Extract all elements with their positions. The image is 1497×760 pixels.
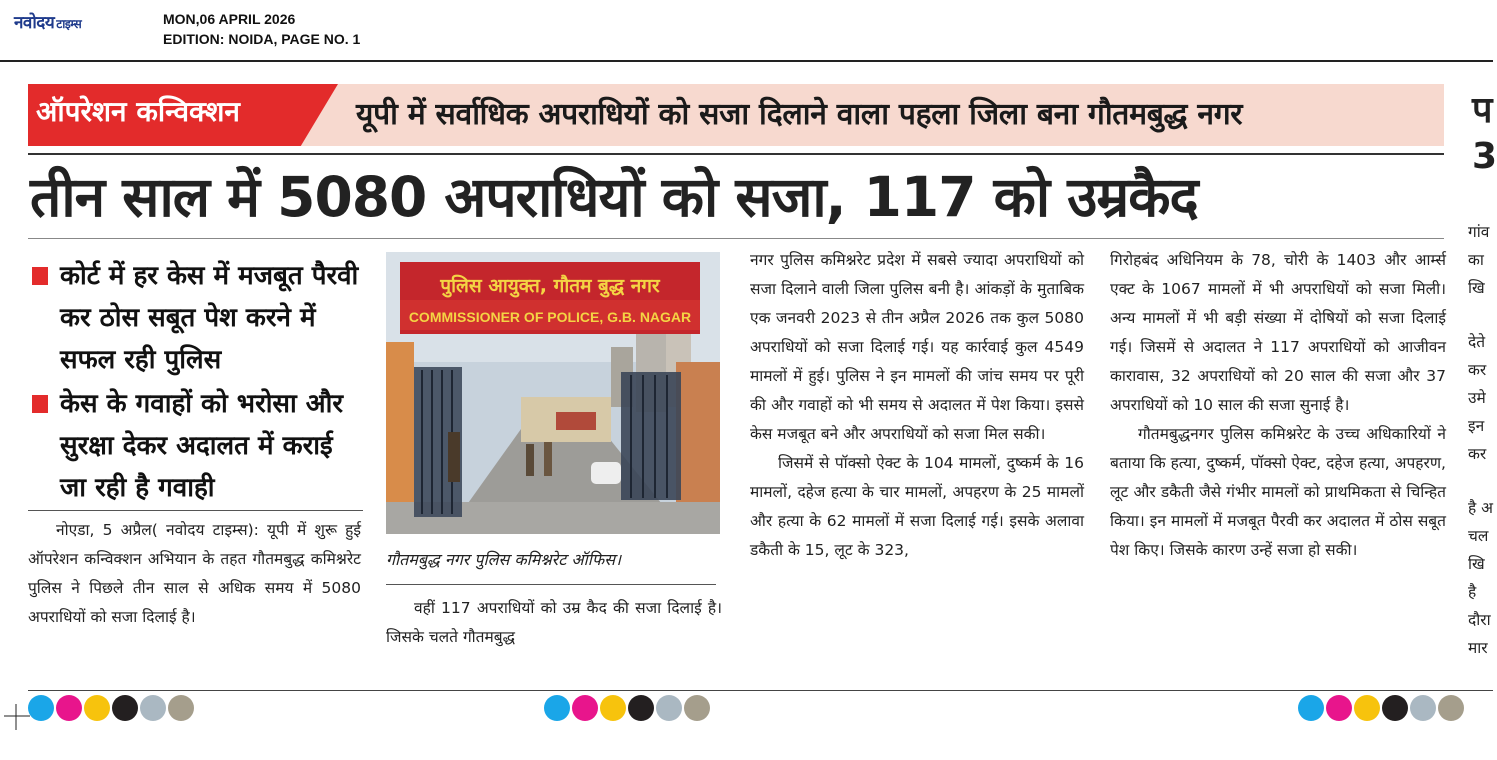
color-registration-swatches [1298,695,1466,721]
article-column-1 [28,516,361,632]
tan-swatch [1438,695,1464,721]
article-paragraph: गौतमबुद्धनगर पुलिस कमिश्नरेट के उच्च अधिकारियों ने बताया कि हत्या, दुष्कर्म, पॉक्सो ऐक्ट, दहेज हत्या, अपहरण, लूट और डकैती जैसे गंभीर मामलों को प्राथमिकता से चिन्हित किया। इन मामलों में मजबूत पैरवी कर अदालत में ठोस सबूत पेश किए। जिसके कारण उन्हें सजा हो सकी। [1110,425,1446,559]
magenta-swatch [56,695,82,721]
divider-rule [28,510,363,511]
black-swatch [628,695,654,721]
article-paragraph: नोएडा, 5 अप्रैल( नवोदय टाइम्स): यूपी में शुरू हुई ऑपरेशन कन्विक्शन अभियान के तहत गौतमबुद्ध कमिश्नरेट पुलिस ने पिछले तीन साल से अधिक समय में 5080 अपराधियों को सजा दिलाई है। [28,521,361,626]
adjacent-text-fragment: खि [1468,279,1485,297]
sign-english-text: COMMISSIONER OF POLICE, G.B. NAGAR [408,309,692,325]
police-office-gate-image [386,252,720,534]
adjacent-text-fragment: देते [1468,333,1486,351]
tan-swatch [684,695,710,721]
divider-rule [28,153,1444,155]
bottom-rule [28,690,1493,691]
adjacent-headline-fragment: 3 [1472,136,1497,177]
adjacent-text-fragment: उमे [1468,389,1486,407]
crop-mark-icon [2,702,32,732]
cyan-swatch [544,695,570,721]
grey-swatch [1410,695,1436,721]
adjacent-text-fragment: खि [1468,555,1485,573]
divider-rule [28,238,1444,239]
edition-page: EDITION: NOIDA, PAGE NO. 1 [163,31,361,47]
photo-caption: गौतमबुद्ध नगर पुलिस कमिश्नरेट ऑफिस। [386,550,622,569]
article-paragraph: वहीं 117 अपराधियों को उम्र कैद की सजा दिलाई है। जिसके चलते गौतमबुद्ध [386,599,722,646]
grey-swatch [656,695,682,721]
black-swatch [112,695,138,721]
grey-swatch [140,695,166,721]
adjacent-text-fragment: कर [1468,361,1487,379]
tan-swatch [168,695,194,721]
newspaper-logo[interactable] [14,10,81,33]
yellow-swatch [600,695,626,721]
highlight-item [30,255,365,381]
newspaper-page [0,62,1497,760]
divider-rule [386,584,716,585]
article-paragraph: नगर पुलिस कमिश्नरेट प्रदेश में सबसे ज्यादा अपराधियों को सजा दिलाने वाली जिला पुलिस बनी है। आंकड़ों के मुताबिक एक जनवरी 2023 से तीन अप्रैल 2026 तक कुल 5080 अपराधियों को सजा दिलाई गई। यह कार्रवाई कुल 4549 मामलों में हुई। पुलिस ने इन मामलों की जांच समय पर पूरी की और गवाहों को भी समय से अदालत में पेश किया। इससे केस मजबूत बने और अपराधियों को सजा मिल सकी। [750,251,1084,443]
magenta-swatch [1326,695,1352,721]
cyan-swatch [1298,695,1324,721]
issue-date: MON,06 APRIL 2026 [163,11,296,27]
kicker-label: ऑपरेशन कन्विक्शन [36,95,240,128]
adjacent-text-fragment: दौरा [1468,611,1491,629]
logo-sub-text: टाइम्स [56,17,82,31]
edition-info [163,9,360,49]
adjacent-text-fragment: चल [1468,527,1489,545]
adjacent-text-fragment: है अ [1468,499,1493,517]
article-column-4 [1110,246,1446,565]
strap-headline: यूपी में सर्वाधिक अपराधियों को सजा दिलाने वाला पहला जिला बना गौतमबुद्ध नगर [356,97,1243,132]
adjacent-text-fragment: का [1468,251,1484,269]
bullet-square-icon [32,395,48,413]
highlights-box [30,255,365,509]
magenta-swatch [572,695,598,721]
adjacent-text-fragment: इन [1468,417,1485,435]
highlight-item [30,383,365,509]
bullet-square-icon [32,267,48,285]
adjacent-text-fragment: गांव [1468,223,1490,241]
masthead-bar [0,0,1493,62]
main-headline: तीन साल में 5080 अपराधियों को सजा, 117 को उम्रकैद [30,165,1198,229]
adjacent-text-fragment: कर [1468,445,1487,463]
color-registration-swatches [28,695,196,721]
article-paragraph: गिरोहबंद अधिनियम के 78, चोरी के 1403 और आर्म्स एक्ट के 1067 मामलों में भी अपराधियों को सजा मिली। अन्य मामलों में भी बड़ी संख्या में दोषियों को सजा दिलाई गई। जिसमें से अदालत ने 117 अपराधियों को आजीवन कारावास, 32 अपराधियों को 20 साल की सजा और 37 अपराधियों को 10 साल की सजा सुनाई है। [1110,251,1446,414]
article-photo[interactable] [386,252,720,534]
yellow-swatch [1354,695,1380,721]
logo-main-text: नवोदय [14,13,55,33]
highlight-text: केस के गवाहों को भरोसा और सुरक्षा देकर अदालत में कराई जा रही है गवाही [60,389,344,503]
adjacent-article-fragment [1456,62,1497,702]
adjacent-text-fragment: है [1468,583,1477,601]
highlight-text: कोर्ट में हर केस में मजबूत पैरवी कर ठोस सबूत पेश करने में सफल रही पुलिस [60,261,359,375]
black-swatch [1382,695,1408,721]
color-registration-swatches [544,695,712,721]
adjacent-headline-fragment: प [1472,90,1493,131]
article-column-2 [386,594,722,652]
yellow-swatch [84,695,110,721]
adjacent-text-fragment: मार [1468,639,1488,657]
article-column-3 [750,246,1084,565]
sign-hindi-text: पुलिस आयुक्त, गौतम बुद्ध नगर [440,275,660,297]
article-paragraph: जिसमें से पॉक्सो ऐक्ट के 104 मामलों, दुष्कर्म के 16 मामलों, दहेज हत्या के चार मामलों, अपहरण के 25 मामलों और हत्या के 62 मामलों में सजा दिलाई गई। इसके अलावा डकैती के 15, लूट के 323, [750,454,1084,559]
